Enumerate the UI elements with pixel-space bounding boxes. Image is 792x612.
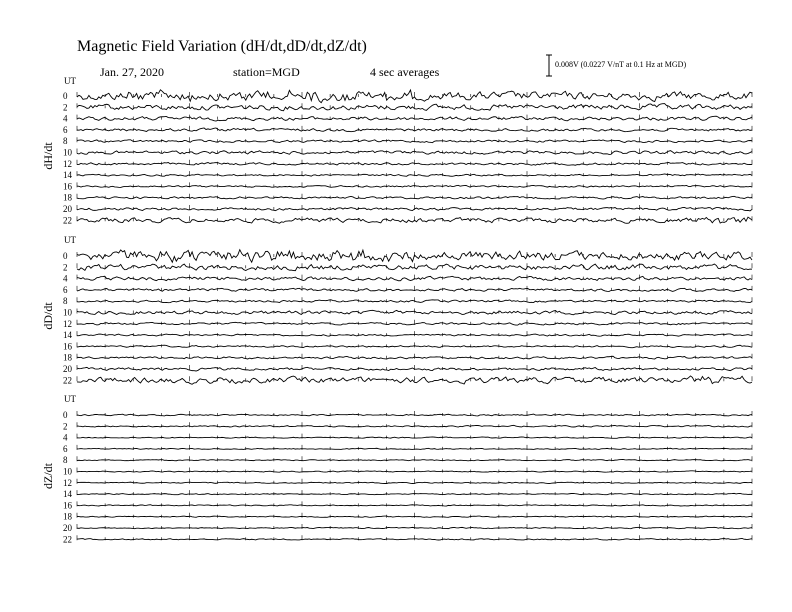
row-label: 8 [63, 136, 68, 147]
ylabel-dd: dD/dt [41, 302, 55, 330]
date-label: Jan. 27, 2020 [100, 65, 164, 79]
row-label: 4 [63, 113, 68, 124]
row-label: 20 [63, 523, 72, 533]
row-label: 22 [63, 375, 72, 386]
panel-dddt [63, 250, 752, 386]
row-label: 8 [63, 455, 68, 466]
station-label: station=MGD [233, 65, 300, 79]
averaging-label: 4 sec averages [370, 65, 440, 79]
row-label: 22 [63, 215, 72, 226]
trace-line [77, 250, 752, 263]
row-label: 6 [63, 284, 68, 295]
row-label: 14 [63, 330, 72, 341]
row-label: 14 [63, 489, 72, 500]
row-label: 2 [63, 102, 68, 113]
row-label: 0 [63, 91, 68, 101]
row-label: 12 [63, 318, 72, 329]
row-label: 4 [63, 432, 68, 443]
row-label: 10 [63, 466, 72, 477]
row-label: 16 [63, 500, 72, 511]
row-label: 10 [63, 307, 72, 318]
panel-dzdt [63, 410, 752, 544]
row-label: 0 [63, 251, 68, 261]
row-label: 20 [63, 364, 72, 374]
row-label: 16 [63, 181, 72, 192]
row-label: 18 [63, 511, 72, 522]
row-label: 18 [63, 352, 72, 363]
row-label: 2 [63, 421, 68, 432]
ylabel-dz: dZ/dt [41, 463, 55, 489]
row-label: 12 [63, 158, 72, 169]
row-label: 6 [63, 124, 68, 135]
row-label: 10 [63, 147, 72, 158]
scale-bar [546, 55, 552, 76]
row-label: 8 [63, 296, 68, 307]
row-label: 12 [63, 477, 72, 488]
row-label: 18 [63, 192, 72, 203]
scale-note: 0.008V (0.0227 V/nT at 0.1 Hz at MGD) [555, 60, 687, 69]
row-label: 22 [63, 534, 72, 545]
ut-label-dh: UT [64, 76, 76, 86]
ylabel-dh: dH/dt [41, 142, 55, 170]
row-label: 20 [63, 204, 72, 214]
ut-label-dd: UT [64, 235, 76, 245]
row-label: 4 [63, 273, 68, 284]
row-label: 6 [63, 443, 68, 454]
row-label: 14 [63, 170, 72, 181]
row-label: 0 [63, 410, 68, 420]
row-label: 16 [63, 341, 72, 352]
panel-dhdt [63, 90, 752, 225]
ut-label-dz: UT [64, 394, 76, 404]
row-label: 2 [63, 262, 68, 273]
chart-title: Magnetic Field Variation (dH/dt,dD/dt,dZ/dt) [77, 38, 367, 55]
